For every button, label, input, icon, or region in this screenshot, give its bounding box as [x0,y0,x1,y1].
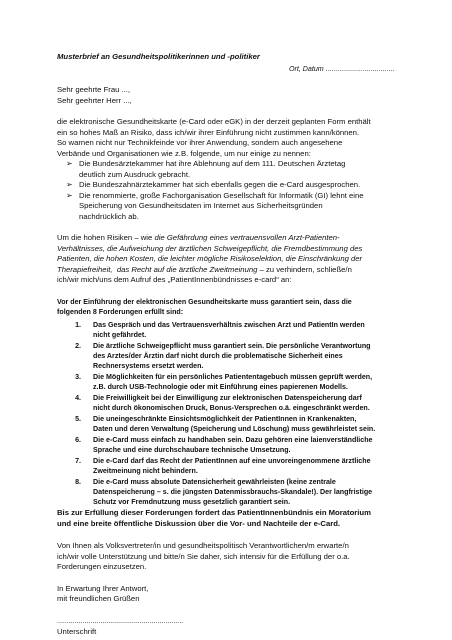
bullet-line: Die Bundesärztekammer hat ihre Ablehnung auf dem 111. Deutschen Ärztetag [79,159,346,168]
risks-line-4 [57,265,352,276]
demand-number: 1. [75,321,81,329]
demand-line: Daten und deren Verwaltung (Speicherung und Löschung) muss gewährleistet sein. [93,425,376,433]
closing-line: In Erwartung Ihrer Antwort, [57,584,149,593]
demand-line: z.B. durch USB-Technologie oder mit Einführung eines papierenen Modells. [93,383,348,391]
bullet-line: Die renommierte, große Fachorganisation Gesellschaft für Informatik (GI) lehnt eine [79,191,364,200]
demand-number: 2. [75,342,81,350]
demand-number: 5. [75,415,81,423]
salutation-herr: Sehr geehrter Herr ..., [57,96,132,105]
appeal-line: ich/wir volle Unterstützung und bitte/n Sie daher, sich intensiv für die Erfüllung der o.a. [57,552,350,561]
appeal-line: Von Ihnen als Volksvertreter/in und gesundheitspolitisch Verantwortlichen/m erwarte/n [57,541,349,550]
demand-number: 4. [75,394,81,402]
risks-line-2: Verhältnisses, die Aufweichung der ärztlichen Schweigepflicht, die Fremdbestimmung des [57,244,363,253]
risks-line-1 [57,233,340,244]
risks-italic-text: die Gefährdung eines vertrauensvollen Arzt-Patienten- [154,233,340,242]
salutation-frau: Sehr geehrte Frau ..., [57,85,131,94]
demand-number: 3. [75,373,81,381]
demand-line: Zweitmeinung nicht behindern. [93,467,198,475]
appeal-line: Forderungen einzusetzen. [57,562,147,571]
demand-line: Die Möglichkeiten für ein persönliches Patiententagebuch müssen geprüft werden, [93,373,373,381]
bullet-line: Speicherung von Gesundheitsdaten im Internet aus Sicherheitsgründen [79,201,323,210]
bullet-arrow-icon: ➢ [66,191,73,200]
risks-italic-text: Therapiefreiheit, das Recht auf die ärztliche Zweitmeinung [57,265,258,274]
risks-text: – zu verhindern, schließe/n [257,265,352,274]
bullet-line: deutlich zum Ausdruck gebracht. [79,170,191,179]
demand-line: Die e-Card muss absolute Datensicherheit gewährleisten (keine zentrale [93,478,336,486]
demand-line: Schutz vor Fremdnutzung muss gesetzlich garantiert sein. [93,498,291,506]
demand-line: Die Freiwilligkeit bei der Einwilligung zur elektronischen Datenspeicherung darf [93,394,362,402]
conclusion-line: Bis zur Erfüllung dieser Forderungen fordert das PatientInnenbündnis ein Moratorium [57,508,371,517]
risks-line-5: ich/wir mich/uns dem Aufruf des „PatientInnenbündnisses e-card“ an: [57,275,292,284]
signature-label: Unterschrift [57,627,97,636]
demand-number: 7. [75,457,81,465]
demands-intro: Vor der Einführung der elektronischen Gesundheitskarte muss garantiert sein, dass die [57,298,352,306]
bullet-arrow-icon: ➢ [66,159,73,168]
demand-line: Datenspeicherung – s. die jüngsten Datenmissbrauchs-Skandale!). Der langfristige [93,488,373,496]
demand-line: nicht gefährdet. [93,331,147,339]
demands-intro: folgenden 8 Forderungen erfüllt sind: [57,308,184,316]
bullet-line: nachdrücklich ab. [79,212,139,221]
demand-line: Die uneingeschränkte Einsichtsmöglichkeit der PatientInnen in Krankenakten, [93,415,357,423]
risks-line-3: Patienten, die hohen Kosten, die leichter mögliche Risikoselektion, die Einschränkung der [57,254,363,263]
intro-line: So warnen nicht nur Technikfeinde vor ihrer Anwendung, sondern auch angesehene [57,138,343,147]
demand-line: Die ärztliche Schweigepflicht muss garantiert sein. Die persönliche Verantwortung [93,342,371,350]
demand-number: 8. [75,478,81,486]
demand-line: Das Gespräch und das Vertrauensverhältnis zwischen Arzt und PatientIn werden [93,321,365,329]
demand-number: 6. [75,436,81,444]
place-date: Ort, Datum ................................... [289,65,395,73]
demand-line: Die e-Card darf das Recht der PatientInnen auf eine unvoreingenommene ärztliche [93,457,371,465]
conclusion-line: und eine breite öffentliche Diskussion über die Vor- und Nachteile der e-Card. [57,519,341,528]
demand-line: Sprache und eine durchschaubare technische Umsetzung. [93,446,291,454]
bullet-arrow-icon: ➢ [66,180,73,189]
intro-line: ein so hohes Maß an Risiko, dass ich/wir ihrer Einführung nicht zustimmen kann/können. [57,128,360,137]
demand-line: Rechnersystems ersetzt werden. [93,362,204,370]
bullet-line: Die Bundeszahnärztekammer hat sich ebenfalls gegen die e-Card ausgesprochen. [79,180,361,189]
risks-text: Um die hohen Risiken – wie [57,233,155,242]
closing-line: mit freundlichen Grüßen [57,594,140,603]
demand-line: des Arztes/der Ärztin darf nicht durch die problematische Sicherheit eines [93,352,343,360]
intro-line: Verbände und Organisationen wie z.B. folgende, um nur einige zu nennen: [57,149,311,158]
signature-line: ................................................................ [57,617,184,625]
demand-line: Die e-Card muss einfach zu handhaben sein. Dazu gehören eine laienverständliche [93,436,373,444]
letter-heading: Musterbrief an Gesundheitspolitikerinnen und -politiker [57,52,260,61]
demand-line: nicht durch ökonomischen Druck, Bonus-Versprechen o.ä. eingeschränkt werden. [93,404,370,412]
intro-line: die elektronische Gesundheitskarte (e-Card oder eGK) in der derzeit geplanten Form enthält [57,117,371,126]
